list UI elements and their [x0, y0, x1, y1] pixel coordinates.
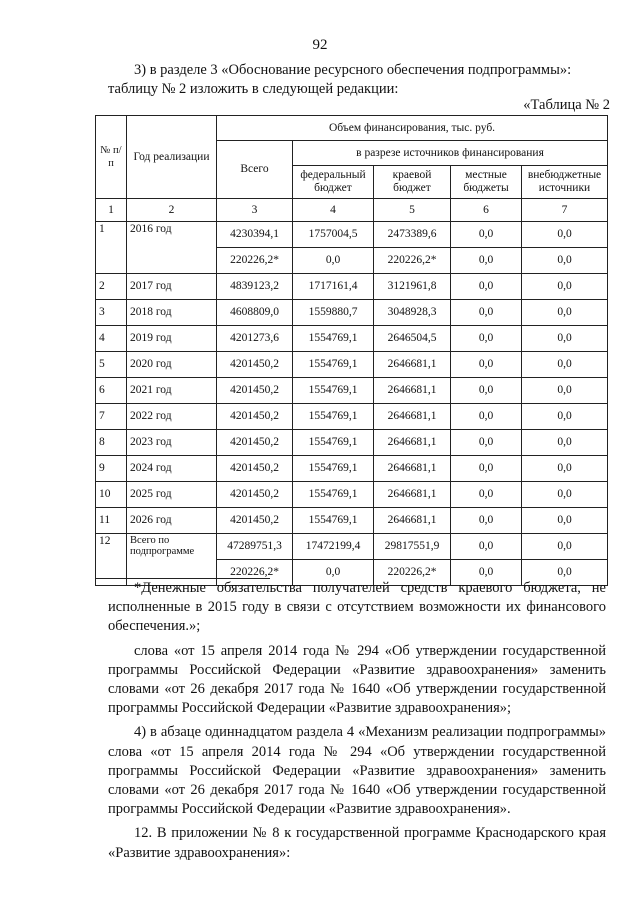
- cell-federal: 1554769,1: [293, 378, 374, 404]
- cell-local: 0,0: [451, 300, 522, 326]
- cell-num: 12: [96, 534, 127, 586]
- column-number: 5: [374, 199, 451, 222]
- cell-num: 7: [96, 404, 127, 430]
- cell-local: 0,0: [451, 534, 522, 560]
- column-number: 3: [217, 199, 293, 222]
- cell-federal: 0,0: [293, 248, 374, 274]
- cell-total: 4201450,2: [217, 482, 293, 508]
- cell-federal: 1757004,5: [293, 222, 374, 248]
- cell-federal: 1554769,1: [293, 326, 374, 352]
- cell-extra: 0,0: [522, 326, 608, 352]
- cell-num: 10: [96, 482, 127, 508]
- header-by-sources: в разрезе источников финансирования: [293, 141, 608, 166]
- cell-regional: 2646681,1: [374, 508, 451, 534]
- table-row: [96, 222, 608, 248]
- cell-regional: 220226,2*: [374, 248, 451, 274]
- column-number: 1: [96, 199, 127, 222]
- cell-extra: 0,0: [522, 560, 608, 586]
- cell-year: 2021 год: [127, 378, 217, 404]
- footnote: *Денежные обязательства получателей средств краевого бюджета, не исполненные в 2015 году в связи с отсутствием возможности их финансового обеспечения.»;: [108, 580, 606, 635]
- paragraph: 4) в абзаце одиннадцатом раздела 4 «Механизм реализации подпрограммы» слова «от 15 апреля 2014 года № 294 «Об утверждении государственной программы Российской Федерации «Развитие здравоохранения» заменить словами «от 26 декабря 2017 года № 1640 «Об утверждении государственной программы Российской Федерации «Развитие здравоохранения».: [108, 724, 606, 818]
- table-row: [96, 352, 608, 378]
- cell-num: 3: [96, 300, 127, 326]
- table-body: [96, 222, 608, 586]
- cell-extra: 0,0: [522, 430, 608, 456]
- cell-total: 4201450,2: [217, 352, 293, 378]
- cell-total: 4201450,2: [217, 404, 293, 430]
- cell-num: 2: [96, 274, 127, 300]
- column-number: 7: [522, 199, 608, 222]
- cell-local: 0,0: [451, 560, 522, 586]
- cell-total: 220226,2*: [217, 560, 293, 586]
- page-number: 92: [312, 37, 328, 53]
- cell-total: 4201450,2: [217, 378, 293, 404]
- cell-year: 2020 год: [127, 352, 217, 378]
- cell-extra: 0,0: [522, 508, 608, 534]
- cell-local: 0,0: [451, 326, 522, 352]
- cell-federal: 1559880,7: [293, 300, 374, 326]
- paragraph: 12. В приложении № 8 к государственной программе Краснодарского края «Развитие здравоохранения»:: [108, 825, 606, 861]
- column-number: 6: [451, 199, 522, 222]
- cell-year: Всего по подпрограмме: [127, 534, 217, 586]
- cell-extra: 0,0: [522, 300, 608, 326]
- cell-local: 0,0: [451, 508, 522, 534]
- cell-extra: 0,0: [522, 248, 608, 274]
- cell-extra: 0,0: [522, 378, 608, 404]
- cell-federal: 1554769,1: [293, 482, 374, 508]
- table-row: [96, 456, 608, 482]
- cell-federal: 1554769,1: [293, 430, 374, 456]
- cell-regional: 3048928,3: [374, 300, 451, 326]
- cell-num: 11: [96, 508, 127, 534]
- cell-num: 5: [96, 352, 127, 378]
- header-volume: Объем финансирования, тыс. руб.: [217, 116, 608, 141]
- header-extra: внебюджетные источники: [522, 166, 608, 199]
- cell-federal: 0,0: [293, 560, 374, 586]
- cell-extra: 0,0: [522, 482, 608, 508]
- cell-total: 47289751,3: [217, 534, 293, 560]
- financing-table: [95, 115, 608, 586]
- table-row: [96, 482, 608, 508]
- header-regional: краевой бюджет: [374, 166, 451, 199]
- cell-regional: 220226,2*: [374, 560, 451, 586]
- cell-extra: 0,0: [522, 456, 608, 482]
- body-text: [108, 579, 606, 868]
- table-row: [96, 404, 608, 430]
- cell-total: 220226,2*: [217, 248, 293, 274]
- header-year: Год реализации: [127, 116, 217, 199]
- cell-federal: 1554769,1: [293, 508, 374, 534]
- cell-year: 2018 год: [127, 300, 217, 326]
- cell-local: 0,0: [451, 430, 522, 456]
- cell-federal: 1554769,1: [293, 404, 374, 430]
- cell-regional: 2646681,1: [374, 430, 451, 456]
- cell-year: 2022 год: [127, 404, 217, 430]
- cell-extra: 0,0: [522, 222, 608, 248]
- header-federal: федеральный бюджет: [293, 166, 374, 199]
- cell-total: 4230394,1: [217, 222, 293, 248]
- cell-federal: 1554769,1: [293, 456, 374, 482]
- cell-num: 8: [96, 430, 127, 456]
- paragraph: слова «от 15 апреля 2014 года № 294 «Об утверждении государственной программы Российской Федерации «Развитие здравоохранения» заменить словами «от 26 декабря 2017 года № 1640 «Об утверждении государственной программы Российской Федерации «Развитие здравоохранения»;: [108, 642, 606, 717]
- intro-line-2: таблицу № 2 изложить в следующей редакции:: [108, 81, 399, 97]
- cell-total: 4839123,2: [217, 274, 293, 300]
- cell-year: 2019 год: [127, 326, 217, 352]
- intro: [108, 61, 608, 99]
- cell-regional: 2646681,1: [374, 456, 451, 482]
- cell-total: 4201273,6: [217, 326, 293, 352]
- cell-year: 2016 год: [127, 222, 217, 274]
- cell-regional: 3121961,8: [374, 274, 451, 300]
- cell-local: 0,0: [451, 404, 522, 430]
- cell-year: 2017 год: [127, 274, 217, 300]
- cell-total: 4201450,2: [217, 430, 293, 456]
- cell-regional: 2646681,1: [374, 378, 451, 404]
- cell-federal: 17472199,4: [293, 534, 374, 560]
- cell-year: 2025 год: [127, 482, 217, 508]
- cell-regional: 2646681,1: [374, 352, 451, 378]
- cell-total: 4201450,2: [217, 456, 293, 482]
- cell-extra: 0,0: [522, 534, 608, 560]
- cell-local: 0,0: [451, 352, 522, 378]
- cell-extra: 0,0: [522, 274, 608, 300]
- cell-year: 2024 год: [127, 456, 217, 482]
- cell-local: 0,0: [451, 222, 522, 248]
- table-row: [96, 534, 608, 560]
- cell-regional: 2646681,1: [374, 404, 451, 430]
- cell-extra: 0,0: [522, 352, 608, 378]
- table-row: [96, 300, 608, 326]
- column-number: 4: [293, 199, 374, 222]
- cell-federal: 1717161,4: [293, 274, 374, 300]
- cell-num: 6: [96, 378, 127, 404]
- cell-local: 0,0: [451, 378, 522, 404]
- cell-federal: 1554769,1: [293, 352, 374, 378]
- cell-regional: 2473389,6: [374, 222, 451, 248]
- table-row: [96, 326, 608, 352]
- cell-regional: 2646681,1: [374, 482, 451, 508]
- cell-total: 4608809,0: [217, 300, 293, 326]
- header-total: Всего: [217, 141, 293, 199]
- cell-extra: 0,0: [522, 404, 608, 430]
- table-row: [96, 508, 608, 534]
- cell-regional: 2646504,5: [374, 326, 451, 352]
- cell-local: 0,0: [451, 456, 522, 482]
- table-row: [96, 430, 608, 456]
- cell-num: 4: [96, 326, 127, 352]
- cell-total: 4201450,2: [217, 508, 293, 534]
- cell-regional: 29817551,9: [374, 534, 451, 560]
- cell-local: 0,0: [451, 274, 522, 300]
- cell-num: 9: [96, 456, 127, 482]
- cell-num: 1: [96, 222, 127, 274]
- header-num: № п/п: [96, 116, 127, 199]
- table-row: [96, 378, 608, 404]
- table-row: [96, 274, 608, 300]
- cell-local: 0,0: [451, 482, 522, 508]
- table-caption: «Таблица № 2: [523, 97, 610, 113]
- intro-line-1: 3) в разделе 3 «Обоснование ресурсного обеспечения подпрограммы»:: [134, 62, 572, 78]
- cell-local: 0,0: [451, 248, 522, 274]
- column-number: 2: [127, 199, 217, 222]
- cell-year: 2026 год: [127, 508, 217, 534]
- cell-year: 2023 год: [127, 430, 217, 456]
- header-local: местные бюджеты: [451, 166, 522, 199]
